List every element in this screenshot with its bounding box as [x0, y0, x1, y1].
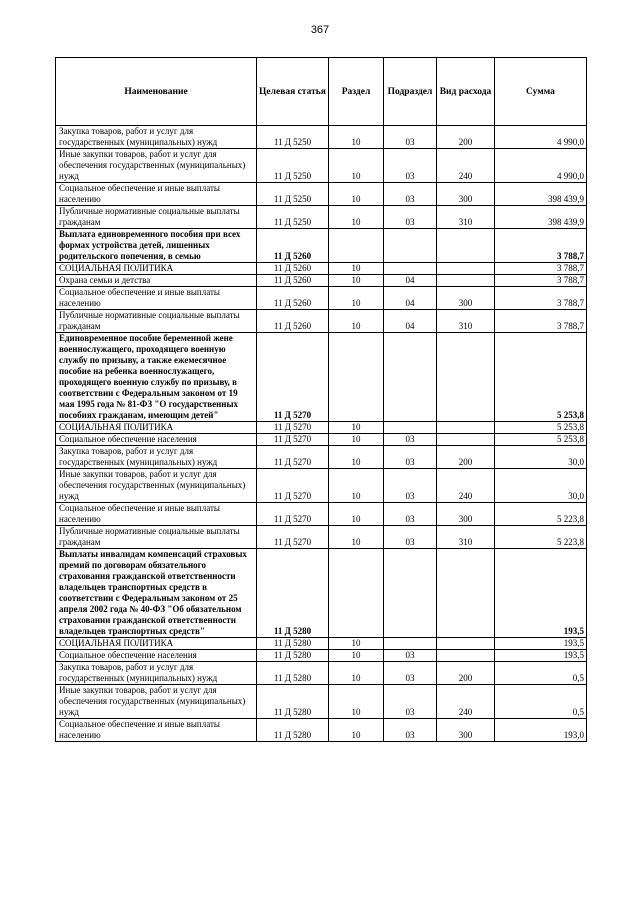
row-amount: 5 253,8	[495, 333, 587, 422]
row-subsection	[384, 263, 437, 275]
row-expense-type	[437, 549, 495, 638]
row-amount: 30,0	[495, 446, 587, 469]
row-subsection	[384, 422, 437, 434]
row-expense-type: 300	[437, 719, 495, 742]
row-amount: 0,5	[495, 662, 587, 685]
table-row	[56, 719, 587, 742]
header-name: Наименование	[56, 58, 257, 126]
row-name: Публичные нормативные социальные выплаты гражданам	[56, 310, 257, 333]
row-amount: 5 253,8	[495, 434, 587, 446]
row-amount: 3 788,7	[495, 229, 587, 263]
row-subsection: 03	[384, 719, 437, 742]
table-row	[56, 638, 587, 650]
row-section: 10	[329, 469, 384, 503]
row-article: 11 Д 5280	[257, 650, 329, 662]
row-subsection: 03	[384, 434, 437, 446]
row-subsection: 03	[384, 526, 437, 549]
row-subsection: 04	[384, 275, 437, 287]
row-section: 10	[329, 206, 384, 229]
row-name: Иные закупки товаров, работ и услуг для обеспечения государственных (муниципальных) нужд	[56, 149, 257, 183]
table-row	[56, 662, 587, 685]
row-subsection: 03	[384, 206, 437, 229]
row-section: 10	[329, 287, 384, 310]
row-article: 11 Д 5260	[257, 229, 329, 263]
row-subsection: 03	[384, 469, 437, 503]
row-name: Социальное обеспечение населения	[56, 650, 257, 662]
row-subsection: 03	[384, 685, 437, 719]
row-section: 10	[329, 310, 384, 333]
row-section: 10	[329, 275, 384, 287]
row-article: 11 Д 5270	[257, 434, 329, 446]
row-amount: 3 788,7	[495, 263, 587, 275]
row-expense-type: 300	[437, 503, 495, 526]
row-section: 10	[329, 434, 384, 446]
row-expense-type: 300	[437, 287, 495, 310]
row-expense-type: 310	[437, 310, 495, 333]
table-row	[56, 446, 587, 469]
row-expense-type: 310	[437, 206, 495, 229]
row-section: 10	[329, 149, 384, 183]
row-article: 11 Д 5280	[257, 638, 329, 650]
row-amount: 3 788,7	[495, 287, 587, 310]
row-section: 10	[329, 183, 384, 206]
row-name: Единовременное пособие беременной жене военнослужащего, проходящего военную службу по призыву, а также ежемесячное пособие на ребенка военнослужащего, проходящего военную службу по призыву, в соответствии с Федеральным законом от 19 мая 1995 года № 81-ФЗ "О государственных пособиях гражданам, имеющим детей"	[56, 333, 257, 422]
row-name: СОЦИАЛЬНАЯ ПОЛИТИКА	[56, 638, 257, 650]
row-expense-type	[437, 333, 495, 422]
row-amount: 398 439,9	[495, 183, 587, 206]
row-expense-type: 200	[437, 446, 495, 469]
table-row	[56, 287, 587, 310]
row-article: 11 Д 5280	[257, 662, 329, 685]
row-expense-type	[437, 638, 495, 650]
row-name: СОЦИАЛЬНАЯ ПОЛИТИКА	[56, 263, 257, 275]
table-row	[56, 229, 587, 263]
table-row	[56, 685, 587, 719]
table-row	[56, 333, 587, 422]
row-amount: 193,5	[495, 650, 587, 662]
row-expense-type: 240	[437, 149, 495, 183]
row-section: 10	[329, 446, 384, 469]
row-amount: 4 990,0	[495, 149, 587, 183]
row-expense-type	[437, 229, 495, 263]
table-row	[56, 149, 587, 183]
row-expense-type	[437, 263, 495, 275]
row-expense-type	[437, 434, 495, 446]
row-section: 10	[329, 650, 384, 662]
row-name: Иные закупки товаров, работ и услуг для обеспечения государственных (муниципальных) нужд	[56, 685, 257, 719]
row-article: 11 Д 5260	[257, 263, 329, 275]
header-article: Целевая статья	[257, 58, 329, 126]
row-expense-type: 200	[437, 126, 495, 149]
row-name: Закупка товаров, работ и услуг для государственных (муниципальных) нужд	[56, 662, 257, 685]
table-row	[56, 650, 587, 662]
row-section: 10	[329, 126, 384, 149]
row-name: Охрана семьи и детства	[56, 275, 257, 287]
page-number: 367	[310, 24, 330, 36]
row-expense-type: 240	[437, 685, 495, 719]
row-article: 11 Д 5270	[257, 446, 329, 469]
row-expense-type	[437, 275, 495, 287]
row-article: 11 Д 5280	[257, 685, 329, 719]
row-section: 10	[329, 263, 384, 275]
row-subsection: 04	[384, 310, 437, 333]
row-section: 10	[329, 719, 384, 742]
header-subsection: Подраздел	[384, 58, 437, 126]
row-article: 11 Д 5260	[257, 275, 329, 287]
row-subsection	[384, 229, 437, 263]
row-article: 11 Д 5280	[257, 719, 329, 742]
table-row	[56, 503, 587, 526]
row-amount: 3 788,7	[495, 310, 587, 333]
row-article: 11 Д 5270	[257, 333, 329, 422]
row-subsection	[384, 638, 437, 650]
row-amount: 193,5	[495, 638, 587, 650]
row-article: 11 Д 5250	[257, 183, 329, 206]
row-subsection: 03	[384, 662, 437, 685]
row-expense-type: 310	[437, 526, 495, 549]
table-row	[56, 263, 587, 275]
row-name: Закупка товаров, работ и услуг для государственных (муниципальных) нужд	[56, 126, 257, 149]
row-name: Социальное обеспечение и иные выплаты населению	[56, 287, 257, 310]
row-section: 10	[329, 503, 384, 526]
budget-table	[55, 57, 587, 742]
row-section: 10	[329, 526, 384, 549]
row-article: 11 Д 5280	[257, 549, 329, 638]
row-amount: 3 788,7	[495, 275, 587, 287]
row-section: 10	[329, 685, 384, 719]
row-section: 10	[329, 662, 384, 685]
row-subsection	[384, 333, 437, 422]
table-row	[56, 422, 587, 434]
row-name: Выплата единовременного пособия при всех формах устройства детей, лишенных родительского попечения, в семью	[56, 229, 257, 263]
row-amount: 5 223,8	[495, 503, 587, 526]
table-row	[56, 469, 587, 503]
row-amount: 5 253,8	[495, 422, 587, 434]
row-subsection: 03	[384, 183, 437, 206]
row-amount: 0,5	[495, 685, 587, 719]
row-name: Социальное обеспечение населения	[56, 434, 257, 446]
header-expense-type: Вид расхода	[437, 58, 495, 126]
row-article: 11 Д 5260	[257, 310, 329, 333]
row-name: Социальное обеспечение и иные выплаты населению	[56, 503, 257, 526]
table-row	[56, 526, 587, 549]
row-amount: 4 990,0	[495, 126, 587, 149]
row-name: Публичные нормативные социальные выплаты гражданам	[56, 206, 257, 229]
row-expense-type: 300	[437, 183, 495, 206]
row-article: 11 Д 5250	[257, 206, 329, 229]
row-amount: 193,0	[495, 719, 587, 742]
row-article: 11 Д 5270	[257, 526, 329, 549]
row-subsection: 03	[384, 149, 437, 183]
row-section	[329, 229, 384, 263]
row-amount: 398 439,9	[495, 206, 587, 229]
table-row	[56, 549, 587, 638]
row-name: Социальное обеспечение и иные выплаты населению	[56, 183, 257, 206]
row-expense-type: 240	[437, 469, 495, 503]
row-amount: 193,5	[495, 549, 587, 638]
row-section	[329, 549, 384, 638]
table-header-row	[56, 58, 587, 126]
row-subsection	[384, 549, 437, 638]
table-body	[56, 126, 587, 742]
row-subsection: 03	[384, 503, 437, 526]
table-row	[56, 206, 587, 229]
row-article: 11 Д 5270	[257, 503, 329, 526]
row-subsection: 04	[384, 287, 437, 310]
row-subsection: 03	[384, 446, 437, 469]
table-row	[56, 310, 587, 333]
row-name: Социальное обеспечение и иные выплаты населению	[56, 719, 257, 742]
header-section: Раздел	[329, 58, 384, 126]
row-article: 11 Д 5270	[257, 469, 329, 503]
row-section	[329, 333, 384, 422]
row-section: 10	[329, 638, 384, 650]
row-article: 11 Д 5270	[257, 422, 329, 434]
table-row	[56, 126, 587, 149]
row-section: 10	[329, 422, 384, 434]
table-row	[56, 275, 587, 287]
row-article: 11 Д 5250	[257, 126, 329, 149]
row-article: 11 Д 5260	[257, 287, 329, 310]
row-name: СОЦИАЛЬНАЯ ПОЛИТИКА	[56, 422, 257, 434]
table-row	[56, 183, 587, 206]
row-amount: 30,0	[495, 469, 587, 503]
row-amount: 5 223,8	[495, 526, 587, 549]
row-name: Выплаты инвалидам компенсаций страховых премий по договорам обязательного страхования гражданской ответственности владельцев транспортных средств в соответствии с Федеральным законом от 25 апреля 2002 года № 40-ФЗ "Об обязательном страховании гражданской ответственности владельцев транспортных средств"	[56, 549, 257, 638]
row-subsection: 03	[384, 650, 437, 662]
row-expense-type	[437, 422, 495, 434]
row-name: Публичные нормативные социальные выплаты гражданам	[56, 526, 257, 549]
table-row	[56, 434, 587, 446]
header-amount: Сумма	[495, 58, 587, 126]
row-name: Иные закупки товаров, работ и услуг для обеспечения государственных (муниципальных) нужд	[56, 469, 257, 503]
row-name: Закупка товаров, работ и услуг для государственных (муниципальных) нужд	[56, 446, 257, 469]
row-expense-type	[437, 650, 495, 662]
row-article: 11 Д 5250	[257, 149, 329, 183]
row-subsection: 03	[384, 126, 437, 149]
row-expense-type: 200	[437, 662, 495, 685]
